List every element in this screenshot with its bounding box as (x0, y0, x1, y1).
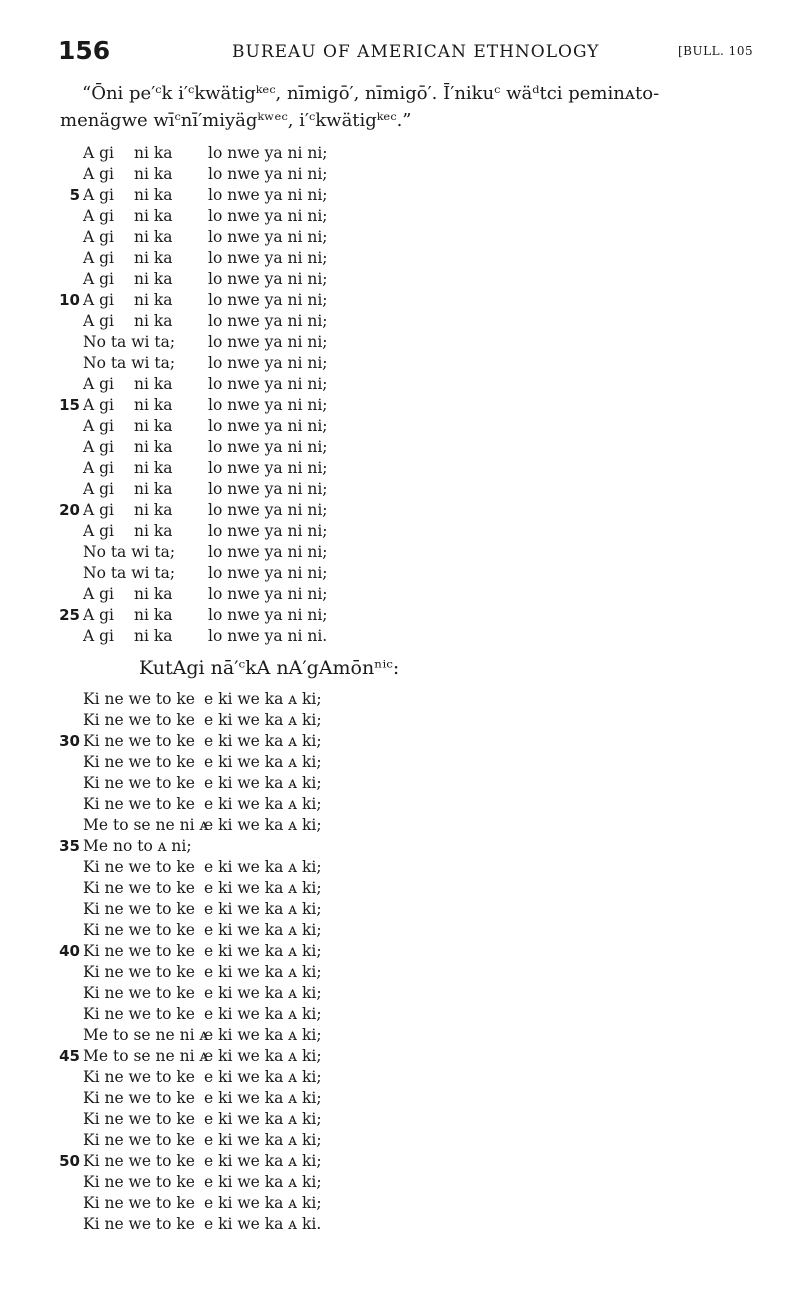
verse-part-c: e ki we ka ᴀ ki; (204, 795, 322, 813)
verse-part-b: ni ka (134, 270, 173, 288)
verse-part-a: A gi (83, 585, 114, 603)
page-number: 156 (58, 36, 111, 65)
song-line (58, 1214, 778, 1235)
verse-part-c: lo nwe ya ni ni; (208, 564, 328, 582)
verse-part-a: A gi (83, 438, 114, 456)
verse-part-c: e ki we ka ᴀ ki; (204, 816, 322, 834)
line-number: 20 (59, 501, 80, 519)
song-line (58, 899, 778, 920)
song-line (58, 857, 778, 878)
verse-part-c: lo nwe ya ni ni; (208, 459, 328, 477)
verse-part-a: Me to se ne ni ᴀ (83, 1047, 209, 1065)
line-number: 10 (59, 291, 80, 309)
verse-part-c: lo nwe ya ni ni; (208, 480, 328, 498)
verse-part-c: lo nwe ya ni ni; (208, 270, 328, 288)
verse-part-a: No ta wi ta; (83, 564, 176, 582)
song-line (58, 689, 778, 710)
song-line (58, 248, 778, 269)
song-line (58, 920, 778, 941)
song-line (58, 1172, 778, 1193)
song-line (58, 206, 778, 227)
song-line (58, 500, 778, 521)
verse-part-b: ni ka (134, 312, 173, 330)
verse-part-a: A gi (83, 165, 114, 183)
verse-part-a: A gi (83, 459, 114, 477)
verse-part-b: ni ka (134, 249, 173, 267)
song-line (58, 1130, 778, 1151)
verse-part-a: Ki ne we to ke (83, 1110, 195, 1128)
verse-part-a: A gi (83, 144, 114, 162)
verse-part-c: lo nwe ya ni ni; (208, 228, 328, 246)
verse-part-b: ni ka (134, 207, 173, 225)
song-line (58, 563, 778, 584)
verse-part-a: Ki ne we to ke (83, 1068, 195, 1086)
verse-part-a: A gi (83, 396, 114, 414)
verse-part-a: A gi (83, 606, 114, 624)
verse-part-a: No ta wi ta; (83, 333, 176, 351)
song-line (58, 269, 778, 290)
verse-part-a: A gi (83, 480, 114, 498)
verse-part-c: lo nwe ya ni ni; (208, 396, 328, 414)
verse-part-c: e ki we ka ᴀ ki; (204, 879, 322, 897)
verse-part-c: e ki we ka ᴀ ki; (204, 774, 322, 792)
verse-part-c: e ki we ka ᴀ ki; (204, 1068, 322, 1086)
verse-part-b: ni ka (134, 522, 173, 540)
song-line (58, 710, 778, 731)
song-line (58, 458, 778, 479)
verse-part-a: Ki ne we to ke (83, 711, 195, 729)
song-line (58, 479, 778, 500)
page-header (0, 36, 800, 66)
verse-part-a: Ki ne we to ke (83, 1152, 195, 1170)
song-line (58, 227, 778, 248)
verse-part-a: A gi (83, 186, 114, 204)
verse-part-c: lo nwe ya ni ni; (208, 186, 328, 204)
verse-part-c: e ki we ka ᴀ ki; (204, 753, 322, 771)
verse-part-a: A gi (83, 207, 114, 225)
verse-part-a: Ki ne we to ke (83, 1005, 195, 1023)
verse-part-a: Ki ne we to ke (83, 1089, 195, 1107)
verse-part-a: Ki ne we to ke (83, 858, 195, 876)
song-line (58, 878, 778, 899)
verse-part-a: A gi (83, 249, 114, 267)
song-line (58, 605, 778, 626)
verse-part-c: lo nwe ya ni ni; (208, 207, 328, 225)
song-line (58, 185, 778, 206)
verse-part-b: ni ka (134, 606, 173, 624)
verse-part-c: lo nwe ya ni ni; (208, 417, 328, 435)
verse-part-a: Me to se ne ni ᴀ (83, 816, 209, 834)
verse-part-a: A gi (83, 228, 114, 246)
verse-part-b: ni ka (134, 144, 173, 162)
verse-part-c: lo nwe ya ni ni; (208, 501, 328, 519)
verse-part-c: lo nwe ya ni ni; (208, 249, 328, 267)
song-line (58, 290, 778, 311)
verse-part-c: e ki we ka ᴀ ki; (204, 1089, 322, 1107)
verse-part-a: No ta wi ta; (83, 354, 176, 372)
verse-part-a: Ki ne we to ke (83, 1173, 195, 1191)
verse-part-a: Ki ne we to ke (83, 753, 195, 771)
song-line (58, 353, 778, 374)
song-line (58, 731, 778, 752)
verse-part-b: ni ka (134, 396, 173, 414)
song-line (58, 941, 778, 962)
song-line (58, 521, 778, 542)
verse-part-c: e ki we ka ᴀ ki; (204, 732, 322, 750)
verse-part-b: ni ka (134, 627, 173, 645)
verse-part-a: Ki ne we to ke (83, 984, 195, 1002)
verse-part-a: Ki ne we to ke (83, 1194, 195, 1212)
bulletin-number: [BULL. 105 (678, 44, 754, 58)
verse-part-c: lo nwe ya ni ni; (208, 165, 328, 183)
intro-line-2: menägwe wīᶜnī′miyägᵏʷᵉᶜ, i′ᶜkwätigᵏᵉᶜ.” (60, 110, 412, 131)
song-line (58, 1046, 778, 1067)
verse-part-b: ni ka (134, 186, 173, 204)
verse-part-a: Ki ne we to ke (83, 690, 195, 708)
song-line (58, 1025, 778, 1046)
verse-part-a: A gi (83, 417, 114, 435)
verse-part-c: e ki we ka ᴀ ki; (204, 1173, 322, 1191)
song-line (58, 626, 778, 647)
verse-part-c: lo nwe ya ni ni; (208, 522, 328, 540)
verse-part-c: e ki we ka ᴀ ki; (204, 711, 322, 729)
line-number: 45 (59, 1047, 80, 1065)
verse-part-c: e ki we ka ᴀ ki; (204, 921, 322, 939)
song-line (58, 332, 778, 353)
verse-part-a: Ki ne we to ke (83, 942, 195, 960)
verse-part-c: e ki we ka ᴀ ki; (204, 984, 322, 1002)
song-line (58, 374, 778, 395)
verse-part-b: ni ka (134, 228, 173, 246)
verse-part-a: A gi (83, 501, 114, 519)
verse-part-a: A gi (83, 270, 114, 288)
verse-part-c: lo nwe ya ni ni; (208, 312, 328, 330)
line-number: 15 (59, 396, 80, 414)
song-line (58, 1193, 778, 1214)
song-heading: KutAgi nā′ᶜkA nA′gAmōnⁿⁱᶜ: (139, 657, 400, 679)
verse-part-a: Ki ne we to ke (83, 1131, 195, 1149)
song-line (58, 1004, 778, 1025)
verse-part-c: lo nwe ya ni ni; (208, 354, 328, 372)
song-line (58, 1109, 778, 1130)
verse-part-b: ni ka (134, 501, 173, 519)
song-line (58, 542, 778, 563)
song-line (58, 584, 778, 605)
verse-part-c: e ki we ka ᴀ ki. (204, 1215, 322, 1233)
song-line (58, 416, 778, 437)
running-title: BUREAU OF AMERICAN ETHNOLOGY (232, 42, 600, 62)
verse-part-a: A gi (83, 522, 114, 540)
song-line (58, 815, 778, 836)
verse-part-a: Ki ne we to ke (83, 921, 195, 939)
verse-part-a: Ki ne we to ke (83, 795, 195, 813)
verse-part-c: e ki we ka ᴀ ki; (204, 1005, 322, 1023)
verse-part-c: lo nwe ya ni ni; (208, 543, 328, 561)
song-text (58, 143, 778, 1235)
verse-part-a: Ki ne we to ke (83, 774, 195, 792)
verse-part-c: lo nwe ya ni ni; (208, 375, 328, 393)
verse-part-c: e ki we ka ᴀ ki; (204, 1110, 322, 1128)
song-line (58, 983, 778, 1004)
verse-part-a: A gi (83, 627, 114, 645)
verse-part-b: ni ka (134, 417, 173, 435)
verse-part-a: No ta wi ta; (83, 543, 176, 561)
verse-part-c: lo nwe ya ni ni; (208, 291, 328, 309)
line-number: 30 (59, 732, 80, 750)
verse-part-a: A gi (83, 312, 114, 330)
verse-part-a: A gi (83, 291, 114, 309)
line-number: 50 (59, 1152, 80, 1170)
line-number: 5 (69, 186, 80, 204)
verse-part-c: e ki we ka ᴀ ki; (204, 963, 322, 981)
verse-part-b: ni ka (134, 165, 173, 183)
song-line (58, 164, 778, 185)
verse-part-c: e ki we ka ᴀ ki; (204, 1131, 322, 1149)
song-line (58, 143, 778, 164)
verse-part-c: e ki we ka ᴀ ki; (204, 858, 322, 876)
song-line (58, 836, 778, 857)
verse-part-c: e ki we ka ᴀ ki; (204, 1152, 322, 1170)
song-line (58, 1151, 778, 1172)
song-line (58, 752, 778, 773)
verse-part-c: e ki we ka ᴀ ki; (204, 900, 322, 918)
verse-part-b: ni ka (134, 291, 173, 309)
verse-part-a: Ki ne we to ke (83, 963, 195, 981)
song-line (58, 794, 778, 815)
song-line (58, 437, 778, 458)
verse-part-a: Me no to ᴀ ni; (83, 837, 192, 855)
verse-part-c: lo nwe ya ni ni; (208, 606, 328, 624)
verse-part-a: Ki ne we to ke (83, 900, 195, 918)
verse-part-b: ni ka (134, 375, 173, 393)
verse-part-a: Ki ne we to ke (83, 879, 195, 897)
verse-part-c: lo nwe ya ni ni; (208, 333, 328, 351)
verse-part-c: e ki we ka ᴀ ki; (204, 942, 322, 960)
verse-part-c: lo nwe ya ni ni; (208, 585, 328, 603)
verse-part-c: e ki we ka ᴀ ki; (204, 690, 322, 708)
song-line (58, 395, 778, 416)
verse-part-c: lo nwe ya ni ni; (208, 144, 328, 162)
verse-part-a: Ki ne we to ke (83, 1215, 195, 1233)
song-line (58, 311, 778, 332)
song-line (58, 962, 778, 983)
song-line (58, 1067, 778, 1088)
verse-part-c: lo nwe ya ni ni. (208, 627, 328, 645)
song-line (58, 773, 778, 794)
verse-part-c: lo nwe ya ni ni; (208, 438, 328, 456)
verse-part-c: e ki we ka ᴀ ki; (204, 1047, 322, 1065)
verse-part-c: e ki we ka ᴀ ki; (204, 1194, 322, 1212)
verse-part-b: ni ka (134, 585, 173, 603)
verse-part-c: e ki we ka ᴀ ki; (204, 1026, 322, 1044)
verse-part-a: A gi (83, 375, 114, 393)
song-line (58, 1088, 778, 1109)
verse-part-b: ni ka (134, 480, 173, 498)
verse-part-b: ni ka (134, 459, 173, 477)
verse-part-a: Ki ne we to ke (83, 732, 195, 750)
intro-paragraph (60, 80, 780, 134)
line-number: 25 (59, 606, 80, 624)
line-number: 40 (59, 942, 80, 960)
verse-part-a: Me to se ne ni ᴀ (83, 1026, 209, 1044)
intro-line-1: “Ōni pe′ᶜk i′ᶜkwätigᵏᵉᶜ, nīmigō′, nīmigō′. Ī′nikuᶜ wäᵈtci peminᴀto- (82, 83, 660, 104)
line-number: 35 (59, 837, 80, 855)
verse-part-b: ni ka (134, 438, 173, 456)
